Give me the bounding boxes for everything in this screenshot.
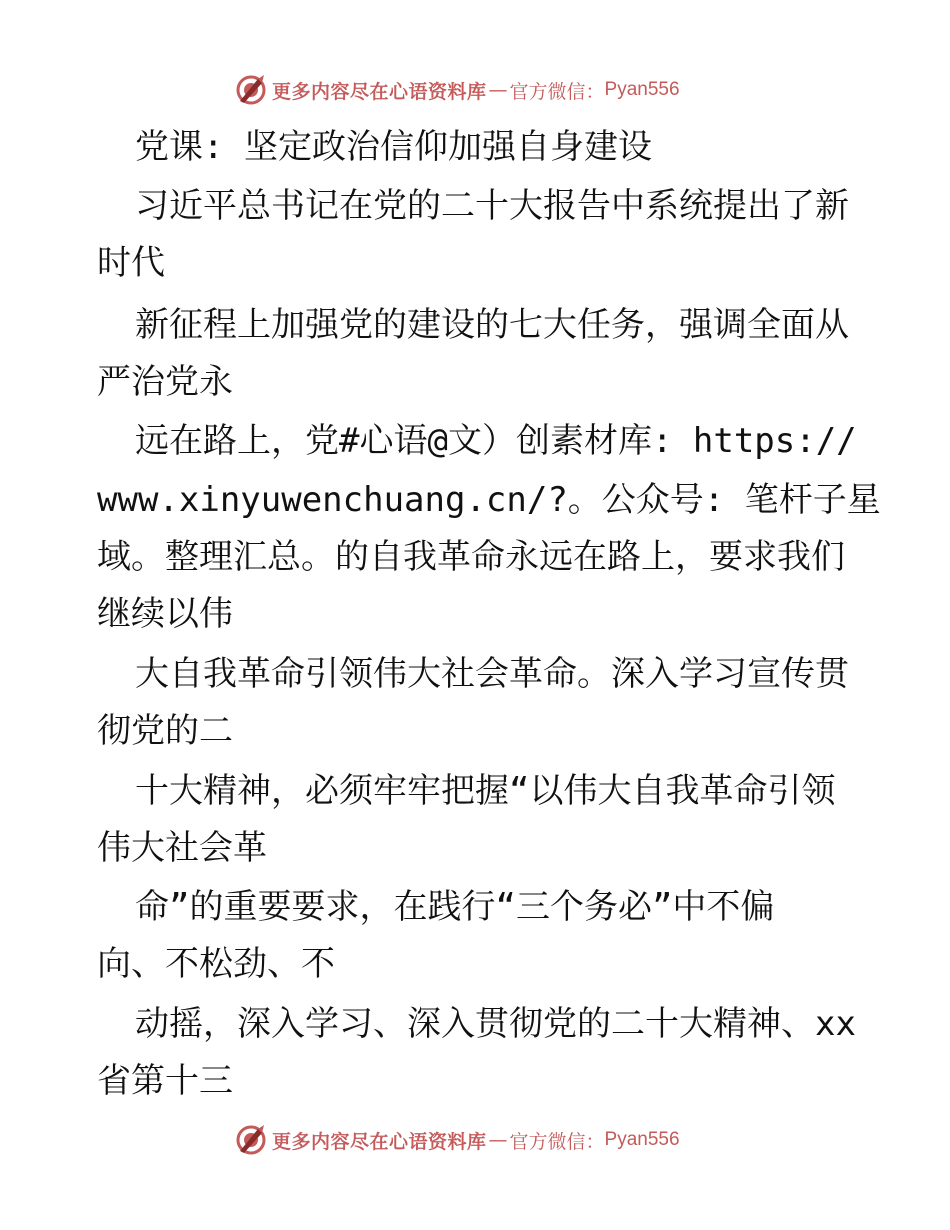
watermark-banner-bottom <box>234 1122 680 1158</box>
body-line: 省第十三 <box>97 1061 233 1101</box>
watermark-text: 更多内容尽在心语资料库 <box>272 1130 487 1153</box>
pen-logo-icon <box>234 73 268 107</box>
body-line: 域。整理汇总。的自我革命永远在路上，要求我们 <box>97 537 845 577</box>
body-line: 继续以伟 <box>97 594 233 634</box>
watermark-wechat-label: 官方微信： <box>509 1130 605 1153</box>
pen-logo-icon <box>234 1123 268 1157</box>
body-line: 彻党的二 <box>97 711 233 751</box>
body-line: 新征程上加强党的建设的七大任务，强调全面从 <box>135 305 849 345</box>
body-line: 远在路上，党#心语@文）创素材库: https:// <box>135 421 857 461</box>
watermark-text: 更多内容尽在心语资料库 <box>272 80 487 103</box>
watermark-separator: — <box>488 1129 508 1151</box>
page-title: 党课: 坚定政治信仰加强自身建设 <box>135 127 652 167</box>
body-line: 十大精神，必须牢牢把握“以伟大自我革命引领 <box>135 771 836 811</box>
body-line: 伟大社会革 <box>97 828 267 868</box>
watermark-wechat-id: Pyan556 <box>604 1129 680 1150</box>
watermark-banner-top <box>234 72 680 108</box>
body-line: 严治党永 <box>97 362 233 402</box>
body-line: 大自我革命引领伟大社会革命。深入学习宣传贯 <box>135 654 849 694</box>
body-line: 命”的重要要求，在践行“三个务必”中不偏 <box>135 887 775 927</box>
body-line: www.xinyuwenchuang.cn/?。公众号: 笔杆子星 <box>97 480 881 520</box>
watermark-wechat-label: 官方微信： <box>509 80 605 103</box>
body-line: 时代 <box>97 243 165 283</box>
watermark-wechat-id: Pyan556 <box>604 79 680 100</box>
body-line: 向、不松劲、不 <box>97 944 335 984</box>
body-line: 动摇，深入学习、深入贯彻党的二十大精神、xx <box>135 1004 856 1044</box>
body-line: 习近平总书记在党的二十大报告中系统提出了新 <box>135 186 849 226</box>
watermark-separator: — <box>488 79 508 101</box>
